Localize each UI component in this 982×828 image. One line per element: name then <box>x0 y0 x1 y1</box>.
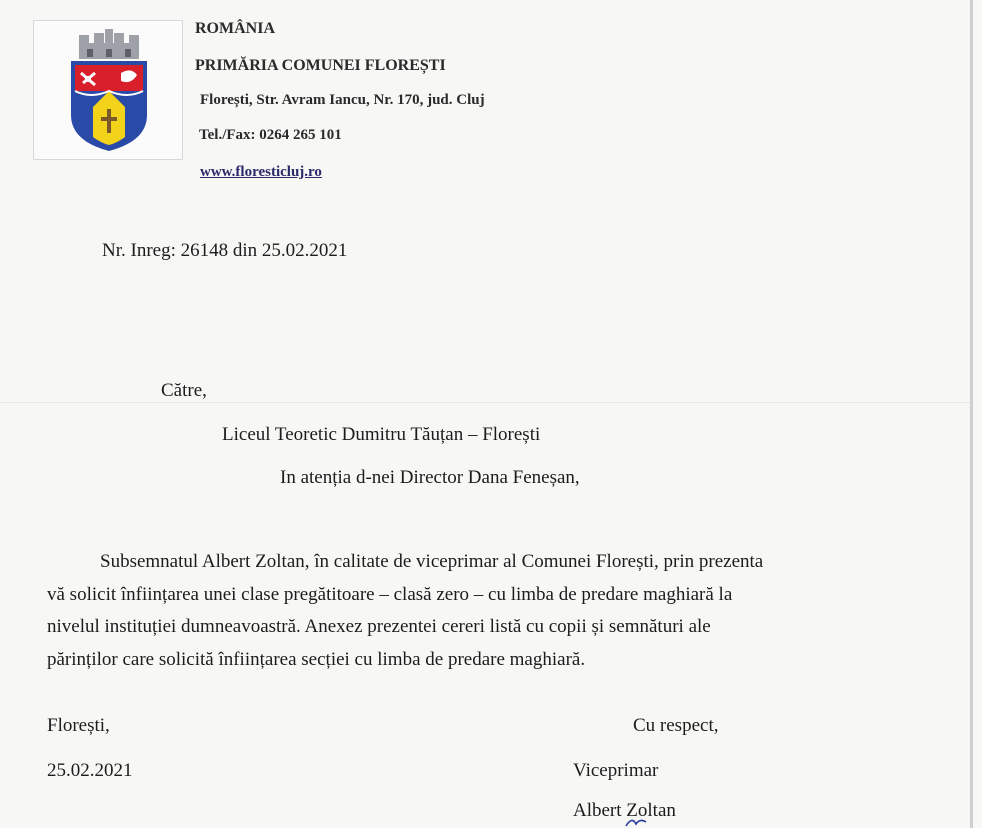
closing: Cu respect, <box>633 715 719 736</box>
page-edge <box>970 0 973 828</box>
body-paragraph <box>47 546 927 676</box>
header-website-link[interactable]: www.floresticluj.ro <box>200 164 322 180</box>
header-institution: PRIMĂRIA COMUNEI FLOREȘTI <box>195 57 446 74</box>
header-phone: Tel./Fax: 0264 265 101 <box>199 127 342 143</box>
signatory-title: Viceprimar <box>573 760 659 781</box>
body-line: vă solicit înființarea unei clase pregătitoare – clasă zero – cu limba de predare maghiară la <box>47 583 733 605</box>
date: 25.02.2021 <box>47 760 133 781</box>
body-line: Subsemnatul Albert Zoltan, în calitate de viceprimar al Comunei Florești, prin prezenta <box>100 551 764 572</box>
recipient-institution: Liceul Teoretic Dumitru Tăuțan – Florești <box>222 424 541 445</box>
signatory-name: Albert Zoltan <box>573 800 676 821</box>
body-line: părinților care solicită înființarea secției cu limba de predare maghiară. <box>47 648 586 670</box>
place: Florești, <box>47 715 110 736</box>
header-country: ROMÂNIA <box>195 20 275 37</box>
body-line: nivelul instituției dumneavoastră. Anexez prezentei cereri listă cu copii și semnături ale <box>47 616 711 637</box>
scan-line <box>0 402 970 403</box>
signature-mark-icon <box>622 812 652 828</box>
coat-of-arms-icon <box>61 29 157 154</box>
crest-frame <box>33 20 183 160</box>
salutation: Către, <box>161 380 207 401</box>
header-address: Florești, Str. Avram Iancu, Nr. 170, jud. Cluj <box>200 92 485 108</box>
registration-number: Nr. Inreg: 26148 din 25.02.2021 <box>102 240 348 261</box>
recipient-attention: In atenția d-nei Director Dana Feneșan, <box>280 467 580 488</box>
